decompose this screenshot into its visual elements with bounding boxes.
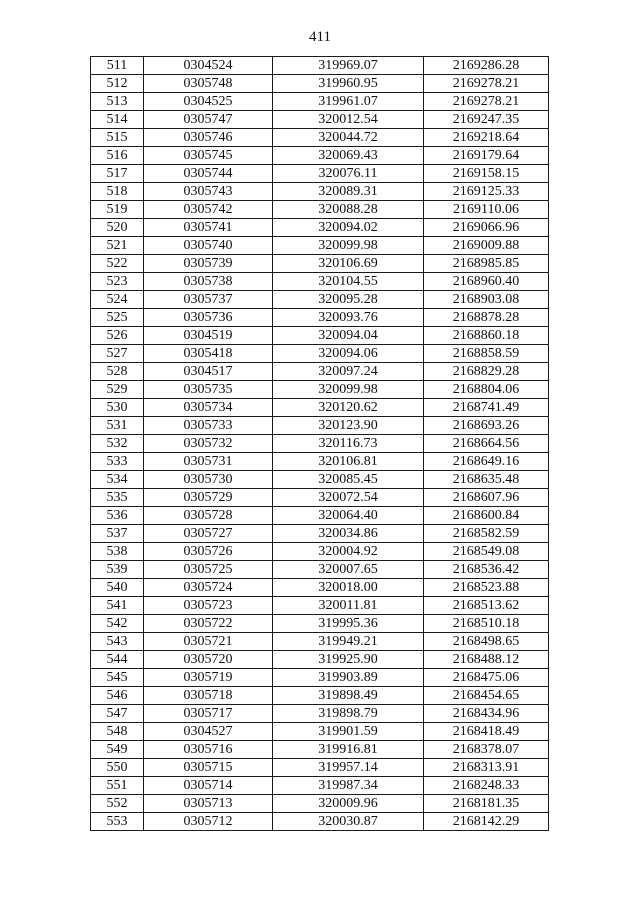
y-coordinate-cell: 2169286.28 — [424, 57, 549, 75]
table-row — [91, 543, 549, 561]
y-coordinate-cell: 2169278.21 — [424, 93, 549, 111]
table-row — [91, 615, 549, 633]
table-row — [91, 435, 549, 453]
x-coordinate-cell: 320099.98 — [273, 237, 424, 255]
y-coordinate-cell: 2168181.35 — [424, 795, 549, 813]
y-coordinate-cell: 2168536.42 — [424, 561, 549, 579]
row-number-cell: 541 — [91, 597, 144, 615]
x-coordinate-cell: 320106.69 — [273, 255, 424, 273]
row-number-cell: 543 — [91, 633, 144, 651]
y-coordinate-cell: 2169125.33 — [424, 183, 549, 201]
y-coordinate-cell: 2168985.85 — [424, 255, 549, 273]
row-number-cell: 530 — [91, 399, 144, 417]
row-number-cell: 544 — [91, 651, 144, 669]
x-coordinate-cell: 320007.65 — [273, 561, 424, 579]
y-coordinate-cell: 2168513.62 — [424, 597, 549, 615]
x-coordinate-cell: 320097.24 — [273, 363, 424, 381]
y-coordinate-cell: 2168378.07 — [424, 741, 549, 759]
table-row — [91, 255, 549, 273]
row-number-cell: 542 — [91, 615, 144, 633]
y-coordinate-cell: 2168804.06 — [424, 381, 549, 399]
code-cell: 0305746 — [144, 129, 273, 147]
x-coordinate-cell: 319987.34 — [273, 777, 424, 795]
table-row — [91, 741, 549, 759]
x-coordinate-cell: 320099.98 — [273, 381, 424, 399]
code-cell: 0305735 — [144, 381, 273, 399]
row-number-cell: 547 — [91, 705, 144, 723]
table-row — [91, 417, 549, 435]
row-number-cell: 512 — [91, 75, 144, 93]
code-cell: 0305747 — [144, 111, 273, 129]
table-row — [91, 399, 549, 417]
code-cell: 0305713 — [144, 795, 273, 813]
y-coordinate-cell: 2168693.26 — [424, 417, 549, 435]
row-number-cell: 516 — [91, 147, 144, 165]
y-coordinate-cell: 2169110.06 — [424, 201, 549, 219]
row-number-cell: 537 — [91, 525, 144, 543]
page-number: 411 — [309, 29, 331, 45]
x-coordinate-cell: 320089.31 — [273, 183, 424, 201]
row-number-cell: 520 — [91, 219, 144, 237]
x-coordinate-cell: 319916.81 — [273, 741, 424, 759]
table-row — [91, 813, 549, 831]
x-coordinate-cell: 319969.07 — [273, 57, 424, 75]
x-coordinate-cell: 320094.02 — [273, 219, 424, 237]
row-number-cell: 535 — [91, 489, 144, 507]
y-coordinate-cell: 2168313.91 — [424, 759, 549, 777]
y-coordinate-cell: 2168523.88 — [424, 579, 549, 597]
y-coordinate-cell: 2168878.28 — [424, 309, 549, 327]
code-cell: 0305722 — [144, 615, 273, 633]
table-row — [91, 561, 549, 579]
code-cell: 0304524 — [144, 57, 273, 75]
code-cell: 0305740 — [144, 237, 273, 255]
table-row — [91, 489, 549, 507]
row-number-cell: 523 — [91, 273, 144, 291]
row-number-cell: 539 — [91, 561, 144, 579]
y-coordinate-cell: 2169158.15 — [424, 165, 549, 183]
code-cell: 0304517 — [144, 363, 273, 381]
code-cell: 0305742 — [144, 201, 273, 219]
y-coordinate-cell: 2168858.59 — [424, 345, 549, 363]
table-row — [91, 759, 549, 777]
x-coordinate-cell: 319898.79 — [273, 705, 424, 723]
table-row — [91, 669, 549, 687]
table-row — [91, 363, 549, 381]
x-coordinate-cell: 320011.81 — [273, 597, 424, 615]
row-number-cell: 550 — [91, 759, 144, 777]
table-row — [91, 111, 549, 129]
row-number-cell: 532 — [91, 435, 144, 453]
table-body — [91, 57, 549, 831]
row-number-cell: 533 — [91, 453, 144, 471]
y-coordinate-cell: 2168607.96 — [424, 489, 549, 507]
code-cell: 0305721 — [144, 633, 273, 651]
x-coordinate-cell: 320012.54 — [273, 111, 424, 129]
y-coordinate-cell: 2168434.96 — [424, 705, 549, 723]
y-coordinate-cell: 2168741.49 — [424, 399, 549, 417]
x-coordinate-cell: 319898.49 — [273, 687, 424, 705]
row-number-cell: 521 — [91, 237, 144, 255]
x-coordinate-cell: 320076.11 — [273, 165, 424, 183]
x-coordinate-cell: 319960.95 — [273, 75, 424, 93]
x-coordinate-cell: 319995.36 — [273, 615, 424, 633]
y-coordinate-cell: 2169009.88 — [424, 237, 549, 255]
x-coordinate-cell: 320094.06 — [273, 345, 424, 363]
row-number-cell: 513 — [91, 93, 144, 111]
code-cell: 0305724 — [144, 579, 273, 597]
table-row — [91, 273, 549, 291]
row-number-cell: 552 — [91, 795, 144, 813]
table-row — [91, 327, 549, 345]
y-coordinate-cell: 2168960.40 — [424, 273, 549, 291]
y-coordinate-cell: 2168903.08 — [424, 291, 549, 309]
y-coordinate-cell: 2168860.18 — [424, 327, 549, 345]
table-row — [91, 93, 549, 111]
x-coordinate-cell: 320106.81 — [273, 453, 424, 471]
row-number-cell: 529 — [91, 381, 144, 399]
code-cell: 0305727 — [144, 525, 273, 543]
code-cell: 0305712 — [144, 813, 273, 831]
table-row — [91, 633, 549, 651]
x-coordinate-cell: 319949.21 — [273, 633, 424, 651]
code-cell: 0305741 — [144, 219, 273, 237]
code-cell: 0305726 — [144, 543, 273, 561]
table-row — [91, 777, 549, 795]
code-cell: 0305734 — [144, 399, 273, 417]
table-row — [91, 579, 549, 597]
table-row — [91, 795, 549, 813]
code-cell: 0304527 — [144, 723, 273, 741]
code-cell: 0305744 — [144, 165, 273, 183]
x-coordinate-cell: 320095.28 — [273, 291, 424, 309]
y-coordinate-cell: 2168600.84 — [424, 507, 549, 525]
x-coordinate-cell: 320123.90 — [273, 417, 424, 435]
row-number-cell: 528 — [91, 363, 144, 381]
row-number-cell: 526 — [91, 327, 144, 345]
code-cell: 0305725 — [144, 561, 273, 579]
table-row — [91, 705, 549, 723]
code-cell: 0305718 — [144, 687, 273, 705]
x-coordinate-cell: 319925.90 — [273, 651, 424, 669]
y-coordinate-cell: 2168582.59 — [424, 525, 549, 543]
table-row — [91, 147, 549, 165]
x-coordinate-cell: 320018.00 — [273, 579, 424, 597]
x-coordinate-cell: 320094.04 — [273, 327, 424, 345]
y-coordinate-cell: 2168488.12 — [424, 651, 549, 669]
code-cell: 0305732 — [144, 435, 273, 453]
x-coordinate-cell: 320044.72 — [273, 129, 424, 147]
x-coordinate-cell: 320116.73 — [273, 435, 424, 453]
table-row — [91, 57, 549, 75]
table-row — [91, 291, 549, 309]
coordinates-table — [90, 56, 549, 831]
y-coordinate-cell: 2169278.21 — [424, 75, 549, 93]
y-coordinate-cell: 2168248.33 — [424, 777, 549, 795]
x-coordinate-cell: 320034.86 — [273, 525, 424, 543]
row-number-cell: 540 — [91, 579, 144, 597]
row-number-cell: 519 — [91, 201, 144, 219]
row-number-cell: 531 — [91, 417, 144, 435]
row-number-cell: 511 — [91, 57, 144, 75]
code-cell: 0305733 — [144, 417, 273, 435]
y-coordinate-cell: 2168510.18 — [424, 615, 549, 633]
y-coordinate-cell: 2168649.16 — [424, 453, 549, 471]
row-number-cell: 527 — [91, 345, 144, 363]
x-coordinate-cell: 320104.55 — [273, 273, 424, 291]
table-row — [91, 525, 549, 543]
code-cell: 0305748 — [144, 75, 273, 93]
table-row — [91, 183, 549, 201]
row-number-cell: 515 — [91, 129, 144, 147]
x-coordinate-cell: 320004.92 — [273, 543, 424, 561]
table-row — [91, 165, 549, 183]
row-number-cell: 545 — [91, 669, 144, 687]
table-row — [91, 723, 549, 741]
y-coordinate-cell: 2168418.49 — [424, 723, 549, 741]
x-coordinate-cell: 320072.54 — [273, 489, 424, 507]
table-row — [91, 237, 549, 255]
table-row — [91, 651, 549, 669]
y-coordinate-cell: 2168829.28 — [424, 363, 549, 381]
code-cell: 0305730 — [144, 471, 273, 489]
table-row — [91, 687, 549, 705]
table-row — [91, 201, 549, 219]
row-number-cell: 546 — [91, 687, 144, 705]
code-cell: 0305736 — [144, 309, 273, 327]
y-coordinate-cell: 2168454.65 — [424, 687, 549, 705]
y-coordinate-cell: 2168475.06 — [424, 669, 549, 687]
row-number-cell: 518 — [91, 183, 144, 201]
x-coordinate-cell: 320088.28 — [273, 201, 424, 219]
code-cell: 0305745 — [144, 147, 273, 165]
y-coordinate-cell: 2169247.35 — [424, 111, 549, 129]
row-number-cell: 553 — [91, 813, 144, 831]
y-coordinate-cell: 2168142.29 — [424, 813, 549, 831]
row-number-cell: 514 — [91, 111, 144, 129]
row-number-cell: 549 — [91, 741, 144, 759]
x-coordinate-cell: 320120.62 — [273, 399, 424, 417]
table-row — [91, 597, 549, 615]
x-coordinate-cell: 319957.14 — [273, 759, 424, 777]
table-row — [91, 219, 549, 237]
row-number-cell: 517 — [91, 165, 144, 183]
row-number-cell: 536 — [91, 507, 144, 525]
code-cell: 0305716 — [144, 741, 273, 759]
table-row — [91, 129, 549, 147]
code-cell: 0305418 — [144, 345, 273, 363]
x-coordinate-cell: 320069.43 — [273, 147, 424, 165]
code-cell: 0305738 — [144, 273, 273, 291]
code-cell: 0305739 — [144, 255, 273, 273]
code-cell: 0305720 — [144, 651, 273, 669]
y-coordinate-cell: 2169218.64 — [424, 129, 549, 147]
y-coordinate-cell: 2169179.64 — [424, 147, 549, 165]
x-coordinate-cell: 320093.76 — [273, 309, 424, 327]
table-row — [91, 471, 549, 489]
code-cell: 0305743 — [144, 183, 273, 201]
table-row — [91, 75, 549, 93]
x-coordinate-cell: 319961.07 — [273, 93, 424, 111]
row-number-cell: 522 — [91, 255, 144, 273]
code-cell: 0305715 — [144, 759, 273, 777]
x-coordinate-cell: 319901.59 — [273, 723, 424, 741]
table-row — [91, 453, 549, 471]
code-cell: 0305719 — [144, 669, 273, 687]
table-row — [91, 309, 549, 327]
y-coordinate-cell: 2168549.08 — [424, 543, 549, 561]
x-coordinate-cell: 319903.89 — [273, 669, 424, 687]
y-coordinate-cell: 2168635.48 — [424, 471, 549, 489]
y-coordinate-cell: 2169066.96 — [424, 219, 549, 237]
code-cell: 0305731 — [144, 453, 273, 471]
row-number-cell: 534 — [91, 471, 144, 489]
code-cell: 0305714 — [144, 777, 273, 795]
y-coordinate-cell: 2168664.56 — [424, 435, 549, 453]
x-coordinate-cell: 320030.87 — [273, 813, 424, 831]
code-cell: 0304525 — [144, 93, 273, 111]
code-cell: 0305717 — [144, 705, 273, 723]
code-cell: 0305737 — [144, 291, 273, 309]
row-number-cell: 551 — [91, 777, 144, 795]
y-coordinate-cell: 2168498.65 — [424, 633, 549, 651]
table-row — [91, 507, 549, 525]
table-row — [91, 345, 549, 363]
code-cell: 0305723 — [144, 597, 273, 615]
table-row — [91, 381, 549, 399]
code-cell: 0305729 — [144, 489, 273, 507]
row-number-cell: 548 — [91, 723, 144, 741]
code-cell: 0304519 — [144, 327, 273, 345]
code-cell: 0305728 — [144, 507, 273, 525]
x-coordinate-cell: 320064.40 — [273, 507, 424, 525]
x-coordinate-cell: 320085.45 — [273, 471, 424, 489]
row-number-cell: 525 — [91, 309, 144, 327]
x-coordinate-cell: 320009.96 — [273, 795, 424, 813]
row-number-cell: 524 — [91, 291, 144, 309]
row-number-cell: 538 — [91, 543, 144, 561]
